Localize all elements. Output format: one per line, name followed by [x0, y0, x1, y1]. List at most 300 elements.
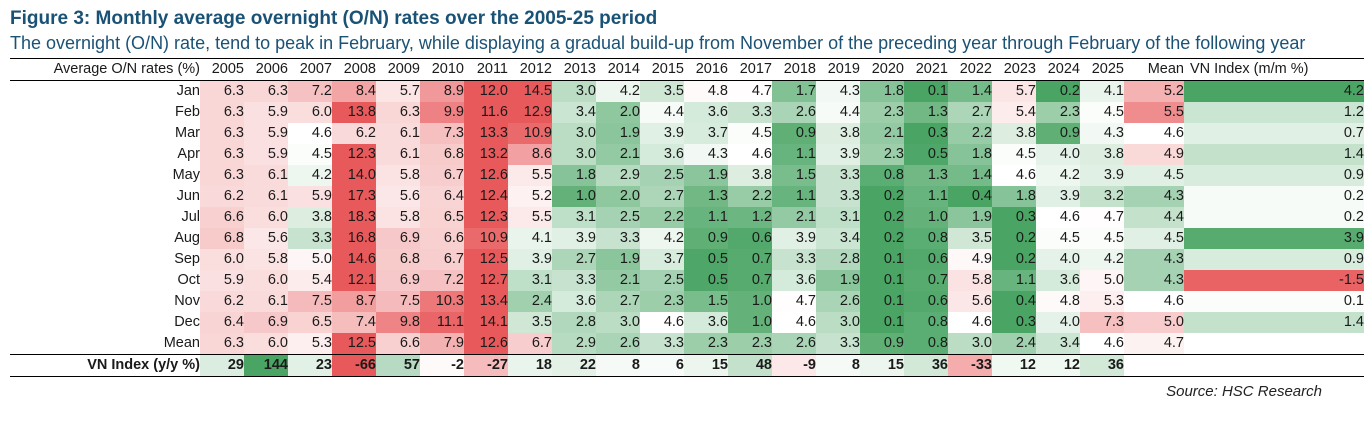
table-cell: 2.6 [816, 291, 860, 312]
table-cell: 6.3 [200, 144, 244, 165]
table-cell: 5.9 [244, 123, 288, 144]
table-cell: 1.2 [728, 207, 772, 228]
table-cell: 5.9 [200, 270, 244, 291]
table-cell-vn-index: 0.9 [1184, 249, 1364, 270]
table-cell: 13.2 [464, 144, 508, 165]
table-cell: 12.6 [464, 165, 508, 186]
table-cell-mean: 5.0 [1124, 312, 1184, 333]
table-cell: 1.9 [596, 249, 640, 270]
table-cell: 2.0 [596, 186, 640, 207]
table-cell: 3.6 [684, 102, 728, 123]
table-cell: 5.9 [288, 186, 332, 207]
table-cell: 3.3 [640, 333, 684, 355]
table-cell: 3.4 [1036, 333, 1080, 355]
table-cell: 6.6 [376, 333, 420, 355]
table-cell: 6.1 [244, 291, 288, 312]
column-header-year: 2024 [1036, 59, 1080, 81]
table-cell: 2.5 [596, 207, 640, 228]
table-cell: 2.3 [860, 102, 904, 123]
table-cell: 6.1 [376, 123, 420, 144]
table-cell: 1.5 [772, 165, 816, 186]
table-cell: 3.6 [552, 291, 596, 312]
table-cell-vn-index [1184, 355, 1364, 377]
table-row [10, 165, 1364, 186]
table-cell: 1.3 [904, 165, 948, 186]
table-cell: 9.9 [420, 102, 464, 123]
table-row [10, 333, 1364, 355]
table-cell: 2.5 [640, 165, 684, 186]
table-cell: 4.2 [1036, 165, 1080, 186]
table-cell: 4.5 [1080, 102, 1124, 123]
table-cell: 8.9 [420, 81, 464, 103]
table-cell: 5.7 [376, 81, 420, 103]
column-header-year: 2022 [948, 59, 992, 81]
table-cell: 36 [1080, 355, 1124, 377]
table-cell: 14.1 [464, 312, 508, 333]
table-cell: 2.8 [816, 249, 860, 270]
column-header-year: 2015 [640, 59, 684, 81]
table-cell: 3.6 [772, 270, 816, 291]
table-cell: 2.1 [596, 144, 640, 165]
table-cell: 2.6 [772, 333, 816, 355]
table-cell: 2.7 [640, 186, 684, 207]
table-cell: 3.7 [640, 249, 684, 270]
table-cell: 7.3 [1080, 312, 1124, 333]
table-cell: 0.2 [992, 249, 1036, 270]
table-cell: 4.5 [1036, 228, 1080, 249]
table-cell: 12.5 [332, 333, 376, 355]
table-cell: 6.9 [376, 270, 420, 291]
table-cell: 5.8 [948, 270, 992, 291]
table-row [10, 81, 1364, 103]
table-cell: 12 [1036, 355, 1080, 377]
table-cell: 3.2 [1080, 186, 1124, 207]
table-cell: 1.4 [948, 165, 992, 186]
table-cell: 0.5 [904, 144, 948, 165]
table-cell: 3.9 [816, 144, 860, 165]
table-cell: 10.9 [508, 123, 552, 144]
table-cell: 3.1 [816, 207, 860, 228]
table-cell-mean: 5.5 [1124, 102, 1184, 123]
table-cell: 5.0 [1080, 270, 1124, 291]
table-cell: 3.9 [508, 249, 552, 270]
table-cell: 6.3 [200, 123, 244, 144]
table-cell-vn-index: 0.7 [1184, 123, 1364, 144]
column-header-year: 2007 [288, 59, 332, 81]
table-cell-mean: 4.3 [1124, 186, 1184, 207]
table-cell: 3.3 [552, 270, 596, 291]
row-header: Nov [174, 293, 200, 309]
table-cell: 3.3 [816, 165, 860, 186]
table-cell: 4.2 [1080, 249, 1124, 270]
table-cell: 7.2 [420, 270, 464, 291]
table-cell-mean: 5.2 [1124, 81, 1184, 103]
table-cell: 0.6 [904, 249, 948, 270]
table-cell: 4.6 [640, 312, 684, 333]
table-cell: 0.2 [860, 228, 904, 249]
column-header-year: 2025 [1080, 59, 1124, 81]
table-cell: 15 [684, 355, 728, 377]
table-cell: 4.4 [640, 102, 684, 123]
table-cell: 22 [552, 355, 596, 377]
table-cell: 1.9 [816, 270, 860, 291]
table-cell: 18.3 [332, 207, 376, 228]
table-cell: 6.3 [200, 333, 244, 355]
table-cell: 6.6 [200, 207, 244, 228]
table-cell: 5.3 [288, 333, 332, 355]
row-header: Mean [163, 335, 200, 351]
table-cell: 6.5 [420, 207, 464, 228]
table-cell: 4.2 [640, 228, 684, 249]
row-header: VN Index (y/y %) [10, 355, 200, 377]
table-cell: 3.3 [728, 102, 772, 123]
table-cell: 18 [508, 355, 552, 377]
table-cell: 3.9 [772, 228, 816, 249]
table-cell: 3.4 [552, 102, 596, 123]
table-cell: 0.3 [992, 312, 1036, 333]
table-cell: 57 [376, 355, 420, 377]
table-cell: 2.1 [772, 207, 816, 228]
table-cell: 6.4 [200, 312, 244, 333]
table-cell: 1.1 [684, 207, 728, 228]
table-cell: 4.5 [288, 144, 332, 165]
table-cell: 5.5 [508, 207, 552, 228]
column-header-year: 2020 [860, 59, 904, 81]
table-cell: 4.6 [772, 312, 816, 333]
table-cell: 3.3 [596, 228, 640, 249]
table-cell: 4.7 [728, 81, 772, 103]
table-cell: 6.7 [420, 249, 464, 270]
table-cell: 15 [860, 355, 904, 377]
table-cell: 2.7 [948, 102, 992, 123]
table-cell: 4.3 [684, 144, 728, 165]
table-cell: 0.2 [992, 228, 1036, 249]
table-cell: 6.3 [376, 102, 420, 123]
table-cell: 6.3 [200, 81, 244, 103]
table-cell: 13.4 [464, 291, 508, 312]
table-cell: 4.4 [816, 102, 860, 123]
table-cell-vn-index: 4.2 [1184, 81, 1364, 103]
table-cell: 5.3 [1080, 291, 1124, 312]
table-cell: 3.3 [816, 333, 860, 355]
header-row [10, 59, 1364, 81]
table-cell: 4.1 [1080, 81, 1124, 103]
table-cell: 0.9 [772, 123, 816, 144]
table-body [10, 81, 1364, 377]
table-cell: 4.2 [288, 165, 332, 186]
table-cell: 2.2 [640, 207, 684, 228]
table-cell: 2.0 [596, 102, 640, 123]
table-cell: 3.1 [552, 207, 596, 228]
table-cell: 1.9 [948, 207, 992, 228]
table-row [10, 102, 1364, 123]
row-header: Dec [174, 314, 200, 330]
table-cell: 0.6 [728, 228, 772, 249]
table-cell: 2.3 [860, 144, 904, 165]
table-cell: 6.6 [420, 228, 464, 249]
table-cell: 0.8 [904, 312, 948, 333]
table-cell-vn-index: 0.9 [1184, 165, 1364, 186]
table-cell: 0.9 [860, 333, 904, 355]
table-cell-vn-index: 1.4 [1184, 144, 1364, 165]
row-header: Apr [177, 146, 200, 162]
table-cell: 3.9 [552, 228, 596, 249]
table-cell: 14.6 [332, 249, 376, 270]
table-cell: 1.9 [684, 165, 728, 186]
table-cell: -9 [772, 355, 816, 377]
table-cell: 3.0 [552, 123, 596, 144]
table-cell-vn-index: -1.5 [1184, 270, 1364, 291]
table-cell: 12.1 [332, 270, 376, 291]
table-cell: 8 [596, 355, 640, 377]
table-cell: 2.2 [948, 123, 992, 144]
table-cell: 12.5 [464, 249, 508, 270]
table-cell: 6.3 [200, 102, 244, 123]
table-row [10, 186, 1364, 207]
table-cell: 6.0 [244, 207, 288, 228]
table-row [10, 144, 1364, 165]
table-cell: 4.8 [684, 81, 728, 103]
table-cell: 3.6 [684, 312, 728, 333]
table-cell: 2.7 [552, 249, 596, 270]
table-cell: 7.5 [288, 291, 332, 312]
table-cell: 2.7 [596, 291, 640, 312]
table-cell: 6.9 [244, 312, 288, 333]
table-cell: 2.1 [596, 270, 640, 291]
table-row [10, 249, 1364, 270]
table-cell: 0.3 [992, 207, 1036, 228]
table-cell: 2.3 [1036, 102, 1080, 123]
table-cell: 5.6 [376, 186, 420, 207]
table-cell: 48 [728, 355, 772, 377]
table-cell: -33 [948, 355, 992, 377]
column-header-year: 2006 [244, 59, 288, 81]
table-row [10, 291, 1364, 312]
table-cell: 3.0 [552, 144, 596, 165]
column-header-year: 2005 [200, 59, 244, 81]
table-cell: 3.0 [552, 81, 596, 103]
table-cell: 3.3 [772, 249, 816, 270]
table-cell: 2.6 [772, 102, 816, 123]
table-cell: 3.1 [508, 270, 552, 291]
table-cell: 4.5 [728, 123, 772, 144]
column-header-mean: Mean [1124, 59, 1184, 81]
table-cell-mean: 4.3 [1124, 249, 1184, 270]
table-cell: 6.0 [244, 333, 288, 355]
table-cell: 2.4 [508, 291, 552, 312]
table-cell: 1.0 [904, 207, 948, 228]
table-cell: 6.7 [420, 165, 464, 186]
column-header-year: 2017 [728, 59, 772, 81]
table-cell: 8 [816, 355, 860, 377]
table-row [10, 228, 1364, 249]
table-cell: 5.8 [244, 249, 288, 270]
table-cell: 5.8 [376, 165, 420, 186]
table-cell: 16.8 [332, 228, 376, 249]
table-cell: 4.5 [1080, 228, 1124, 249]
table-cell: 7.5 [376, 291, 420, 312]
table-cell: 6 [640, 355, 684, 377]
table-cell: 6.2 [200, 186, 244, 207]
table-cell: 12.3 [464, 207, 508, 228]
table-cell: 6.0 [200, 249, 244, 270]
table-cell: 4.6 [728, 144, 772, 165]
table-cell: 3.8 [992, 123, 1036, 144]
table-cell: 8.6 [508, 144, 552, 165]
table-cell: 4.9 [948, 249, 992, 270]
table-cell-mean: 4.4 [1124, 207, 1184, 228]
table-cell: 6.2 [332, 123, 376, 144]
table-cell: 1.3 [684, 186, 728, 207]
row-header: Mar [175, 125, 200, 141]
table-cell: 6.1 [244, 186, 288, 207]
table-cell-vn-index: 0.2 [1184, 186, 1364, 207]
table-cell-mean [1124, 355, 1184, 377]
table-cell: 3.8 [1080, 144, 1124, 165]
table-cell: 7.2 [288, 81, 332, 103]
table-cell: 14.0 [332, 165, 376, 186]
table-cell: 2.8 [552, 312, 596, 333]
row-header: May [172, 167, 200, 183]
table-cell: 4.7 [772, 291, 816, 312]
table-cell: 3.0 [596, 312, 640, 333]
column-header-year: 2021 [904, 59, 948, 81]
table-cell: 0.1 [904, 81, 948, 103]
table-cell: 5.0 [288, 249, 332, 270]
table-cell-vn-index: 3.9 [1184, 228, 1364, 249]
table-cell: 5.5 [508, 165, 552, 186]
column-header-year: 2014 [596, 59, 640, 81]
table-cell-vn-index: 1.4 [1184, 312, 1364, 333]
table-cell: 1.1 [992, 270, 1036, 291]
table-cell: 14.5 [508, 81, 552, 103]
table-cell: 7.9 [420, 333, 464, 355]
column-header-year: 2018 [772, 59, 816, 81]
table-cell: 8.7 [332, 291, 376, 312]
table-cell: 3.4 [816, 228, 860, 249]
table-cell: -2 [420, 355, 464, 377]
table-cell-mean: 4.7 [1124, 333, 1184, 355]
table-cell: 6.2 [200, 291, 244, 312]
table-cell: 6.7 [508, 333, 552, 355]
table-cell: 0.5 [684, 249, 728, 270]
table-cell: 0.6 [904, 291, 948, 312]
table-cell: 3.5 [640, 81, 684, 103]
table-cell: 1.8 [552, 165, 596, 186]
table-cell: 12.0 [464, 81, 508, 103]
table-cell: 6.3 [200, 165, 244, 186]
table-cell-mean: 4.5 [1124, 165, 1184, 186]
table-cell-vn-index: 0.2 [1184, 207, 1364, 228]
table-cell: 1.0 [552, 186, 596, 207]
source-note: Source: HSC Research [1166, 383, 1322, 400]
table-cell: 6.3 [244, 81, 288, 103]
table-cell: 2.9 [552, 333, 596, 355]
table-cell: 12.9 [508, 102, 552, 123]
page-title: Figure 3: Monthly average overnight (O/N) rates over the 2005-25 period [10, 8, 658, 29]
table-cell: 2.9 [596, 165, 640, 186]
column-header-year: 2011 [464, 59, 508, 81]
table-cell: 3.8 [728, 165, 772, 186]
table-cell: 2.2 [728, 186, 772, 207]
table-cell: 6.8 [420, 144, 464, 165]
table-cell: 4.1 [508, 228, 552, 249]
table-cell: 0.4 [992, 291, 1036, 312]
table-cell: 6.1 [376, 144, 420, 165]
table-cell: 2.3 [728, 333, 772, 355]
table-cell-vn-index [1184, 333, 1364, 355]
table-cell: 0.1 [860, 312, 904, 333]
table-head [10, 59, 1364, 81]
table-cell: 3.7 [684, 123, 728, 144]
table-cell: 0.8 [904, 333, 948, 355]
table-cell: 3.6 [640, 144, 684, 165]
table-cell: 0.4 [948, 186, 992, 207]
table-cell: 1.0 [728, 291, 772, 312]
column-header-year: 2013 [552, 59, 596, 81]
table-cell: 3.0 [948, 333, 992, 355]
row-header: Jan [176, 83, 200, 99]
table-cell: 4.6 [948, 312, 992, 333]
table-cell: -66 [332, 355, 376, 377]
table-cell: 6.4 [420, 186, 464, 207]
table-cell: 12 [992, 355, 1036, 377]
row-header: Aug [174, 230, 200, 246]
table-cell: 9.8 [376, 312, 420, 333]
table-cell: 0.2 [860, 186, 904, 207]
table-cell: 17.3 [332, 186, 376, 207]
table-cell: 3.6 [1036, 270, 1080, 291]
table-cell: 0.7 [728, 270, 772, 291]
table-cell-mean: 4.5 [1124, 228, 1184, 249]
table-cell: 4.0 [1036, 144, 1080, 165]
table-cell: 13.3 [464, 123, 508, 144]
table-cell: 12.7 [464, 270, 508, 291]
table-cell: 4.0 [1036, 249, 1080, 270]
table-cell: 5.6 [244, 228, 288, 249]
table-cell: 5.4 [288, 270, 332, 291]
table-cell: 1.8 [860, 81, 904, 103]
column-header-year: 2019 [816, 59, 860, 81]
table-cell: 2.6 [596, 333, 640, 355]
table-cell: 6.0 [288, 102, 332, 123]
column-header-year: 2023 [992, 59, 1036, 81]
table-cell: 0.1 [860, 270, 904, 291]
table-cell: 0.1 [860, 291, 904, 312]
column-header-vn-index: VN Index (m/m %) [1184, 59, 1364, 81]
table-cell: 5.4 [992, 102, 1036, 123]
table-cell-vn-index: 1.2 [1184, 102, 1364, 123]
table-cell: 3.3 [288, 228, 332, 249]
row-header: Sep [174, 251, 200, 267]
table-cell: 4.3 [816, 81, 860, 103]
table-cell: 1.1 [772, 144, 816, 165]
table-cell: 1.1 [904, 186, 948, 207]
table-cell-mean: 4.6 [1124, 291, 1184, 312]
table-cell: 7.4 [332, 312, 376, 333]
table-cell: 0.8 [860, 165, 904, 186]
table-row [10, 355, 1364, 377]
table-cell: 5.2 [508, 186, 552, 207]
table-cell: 5.6 [948, 291, 992, 312]
table-cell: 5.9 [244, 102, 288, 123]
column-header-year: 2010 [420, 59, 464, 81]
table-cell: 1.3 [904, 102, 948, 123]
table-cell: 1.8 [992, 186, 1036, 207]
table-cell: 0.5 [684, 270, 728, 291]
table-cell: 6.0 [244, 270, 288, 291]
table-cell: 10.3 [420, 291, 464, 312]
